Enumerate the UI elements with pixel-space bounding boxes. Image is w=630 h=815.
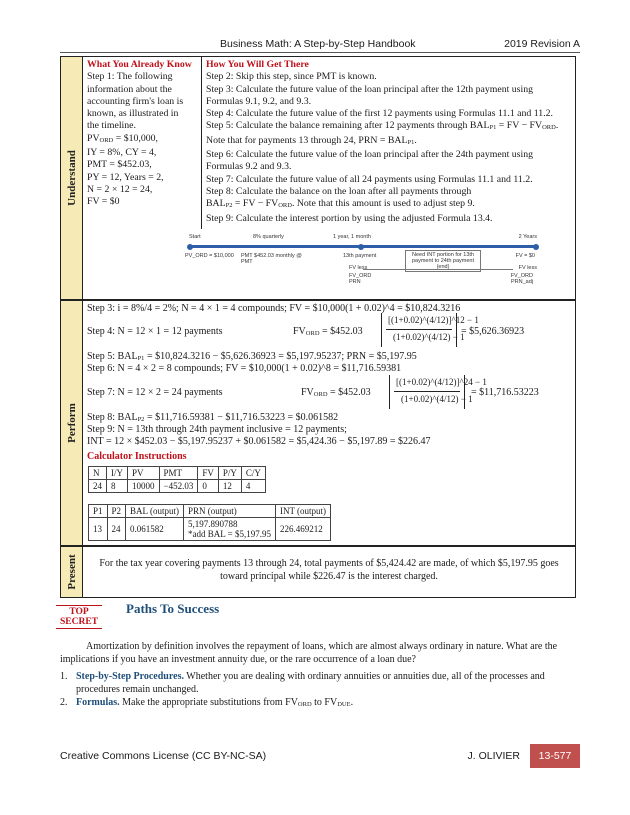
timeline xyxy=(183,231,543,297)
table-header-cell: I/Y xyxy=(107,467,128,480)
table-cell: 24 xyxy=(107,518,126,541)
timeline-fv0: FV = $0 xyxy=(515,253,535,259)
timeline-prn1: PRN xyxy=(349,279,361,285)
step8-line: Step 8: $BAL_{P2}$ = $11,716.59381 − $11,716.53223 = $0.061582 xyxy=(87,412,339,423)
paths-title: Paths To Success xyxy=(126,601,220,616)
plan-column xyxy=(206,59,570,225)
page-header xyxy=(60,38,580,52)
text-line: $BAL_{P2}$ = FV − $FV_{ORD}$. Note that this amount is used to adjust step 9. xyxy=(206,198,475,210)
timeline-compounding: 8% quarterly xyxy=(253,234,284,240)
table-cell: 24 xyxy=(89,480,107,493)
table-header-cell: FV xyxy=(198,467,219,480)
table-header-cell: C/Y xyxy=(241,467,265,480)
step4-line: Step 4: N = 12 × 1 = 12 payments xyxy=(87,326,223,337)
revision-label: 2019 Revision A xyxy=(504,38,580,50)
step4-result: = $5,626.36923 xyxy=(461,326,525,337)
text-line: Step 8: Calculate the balance on the loan after all payments through xyxy=(206,185,472,197)
step4-numerator: [(1+0.02)^(4/12)]^12 − 1 xyxy=(388,315,479,325)
table-header-cell: BAL (output) xyxy=(126,505,184,518)
text-line: Step 7: Calculate the future value of all 24 payments using Formulas 11.1 and 11.2. xyxy=(206,173,533,185)
text-line: Step 1: The following xyxy=(87,71,173,83)
table-header-cell: PMT xyxy=(159,467,198,480)
known-heading: What You Already Know xyxy=(87,59,192,70)
perform-side-label: Perform xyxy=(61,301,83,545)
present-section xyxy=(60,546,576,598)
text-line: N = 2 × 12 = 24, xyxy=(87,183,153,195)
table-cell: 226.469212 xyxy=(275,518,330,541)
text-line: Step 2: Skip this step, since PMT is known. xyxy=(206,71,377,83)
table-cell: 4 xyxy=(241,480,265,493)
table-header-cell: P1 xyxy=(89,505,108,518)
text-line: Formulas 9.1, 9.2, and 9.3. xyxy=(206,95,312,107)
timeline-arrow xyxy=(363,269,513,270)
timeline-dot xyxy=(187,244,193,250)
license-text: Creative Commons License (CC BY-NC-SA) xyxy=(60,750,267,762)
timeline-fvord2: FV_ORD xyxy=(510,273,533,279)
present-line: For the tax year covering payments 13 through 24, total payments of $5,424.42 are made, of which $5,197.95 goes xyxy=(99,558,559,569)
text-line: Step 6: Calculate the future value of the loan principal after the 24th payment using xyxy=(206,149,534,161)
step5-line: Step 5: $BAL_{P1}$ = $10,824.3216 − $5,626.36923 = $5,197.95237; PRN = $5,197.95 xyxy=(87,351,417,362)
step4-denominator: (1+0.02)^(4/12) − 1 xyxy=(393,332,465,342)
text-line: Step 3: Calculate the future value of the loan principal after the 12th payment using xyxy=(206,83,534,95)
step3-line: Step 3: i = 8%/4 = 2%; N = 4 × 1 = 4 compounds; FV = $10,000(1 + 0.02)^4 = $10,824.3216 xyxy=(87,303,461,314)
calculator-title: Calculator Instructions xyxy=(87,451,187,462)
calculator-inputs-table xyxy=(88,466,266,493)
text-line: accounting firm's loan is xyxy=(87,95,184,107)
text-line: Formulas 9.2 and 9.3. xyxy=(206,161,292,173)
text-line: the timeline. xyxy=(87,120,136,132)
text-line: Step 5: Calculate the balance remaining after 12 payments through $BAL_{P1}$ = FV − $FV_{ORD}$. xyxy=(206,120,559,132)
timeline-fvless1: FV less xyxy=(349,265,368,271)
present-text xyxy=(87,557,571,583)
plan-heading: How You Will Get There xyxy=(206,59,309,70)
present-line: toward principal while $226.47 is the interest charged. xyxy=(220,571,438,582)
page-number: 13-577 xyxy=(530,744,580,768)
step6-line: Step 6: N = 4 × 2 = 8 compounds; FV = $10,000(1 + 0.02)^8 = $11,716.59381 xyxy=(87,363,402,374)
bal-note: *add BAL = $5,197.95 xyxy=(187,529,271,539)
text-line: FV = $0 xyxy=(87,196,120,208)
table-header-cell: PV xyxy=(128,467,160,480)
present-side-label: Present xyxy=(61,547,83,597)
top-secret-badge: TOP SECRET xyxy=(56,604,102,634)
calculator-outputs-table xyxy=(88,504,331,541)
perform-section xyxy=(60,300,576,546)
table-cell: 8 xyxy=(107,480,128,493)
timeline-fvless2: FV less xyxy=(518,265,537,271)
text-line: known, as illustrated in xyxy=(87,108,179,120)
table-header-cell: N xyxy=(89,467,107,480)
text-line: PMT = $452.03, xyxy=(87,159,152,171)
paths-paragraph: Amortization by definition involves the repayment of loans, which are almost always ordinary in nature. What are the implications if you have an investment annuity due, or the rare occurrence of a loan due? xyxy=(60,641,558,665)
author-name: J. OLIVIER xyxy=(467,750,520,762)
table-header-cell: P/Y xyxy=(218,467,241,480)
step7-line: Step 7: N = 12 × 2 = 24 payments xyxy=(87,387,223,398)
timeline-mid: 1 year, 1 month xyxy=(333,234,371,240)
header-rule xyxy=(60,52,580,53)
table-header-cell: PRN (output) xyxy=(183,505,275,518)
step7-formula: $FV_{ORD}$ = $452.03 xyxy=(301,387,371,398)
text-line: information about the xyxy=(87,83,172,95)
step9-int-line: INT = 12 × $452.03 − $5,197.95237 + $0.061582 = $5,424.36 − $5,197.89 = $226.47 xyxy=(87,436,431,447)
step9-line: Step 9: N = 13th through 24th payment inclusive = 12 payments; xyxy=(87,424,347,435)
step4-formula: $FV_{ORD}$ = $452.03 xyxy=(293,326,363,337)
understand-section xyxy=(60,56,576,300)
timeline-start: Start xyxy=(189,234,201,240)
column-divider xyxy=(201,57,202,229)
table-cell: 5,197.890788 *add BAL = $5,197.95 xyxy=(183,518,275,541)
text-line: $PV_{ORD}$ = $10,000, xyxy=(87,132,158,144)
timeline-dot xyxy=(358,244,364,250)
text-line: PY = 12, Years = 2, xyxy=(87,171,164,183)
text-line: Step 9: Calculate the interest portion by using the adjusted Formula 13.4. xyxy=(206,212,493,224)
table-header-cell: INT (output) xyxy=(275,505,330,518)
table-cell: 0 xyxy=(198,480,219,493)
table-cell: 12 xyxy=(218,480,241,493)
page-footer xyxy=(60,746,580,768)
known-column xyxy=(87,59,199,209)
step7-result: = $11,716.53223 xyxy=(471,387,539,398)
timeline-need-box: Need INT portion for 13th payment to 24th payment (end) xyxy=(405,250,481,272)
table-cell: 13 xyxy=(89,518,108,541)
timeline-pv: PV_ORD = $10,000 xyxy=(185,253,234,259)
timeline-pmt: PMT $452.03 monthly @ PMT xyxy=(241,253,302,265)
fraction-bar xyxy=(386,329,452,330)
text-line: Step 4: Calculate the future value of the first 12 payments using Formulas 11.1 and 11.2. xyxy=(206,108,553,120)
timeline-prn2: PRN_adj xyxy=(510,279,533,285)
text-line: Note that for payments 13 through 24, PRN = $BAL_{P1}$. xyxy=(206,134,417,146)
timeline-dot xyxy=(533,244,539,250)
timeline-fvord1: FV_ORD xyxy=(349,273,372,279)
table-header-cell: P2 xyxy=(107,505,126,518)
step7-numerator: [(1+0.02)^(4/12)]^24 − 1 xyxy=(396,377,487,387)
understand-side-label: Understand xyxy=(61,57,83,299)
text-line: IY = 8%, CY = 4, xyxy=(87,147,157,159)
fraction-bar xyxy=(394,391,460,392)
step7-denominator: (1+0.02)^(4/12) − 1 xyxy=(401,394,473,404)
table-cell: −452.03 xyxy=(159,480,198,493)
table-cell: 10000 xyxy=(128,480,160,493)
timeline-13th: 13th payment xyxy=(343,253,377,259)
book-title: Business Math: A Step-by-Step Handbook xyxy=(220,38,416,50)
timeline-end: 2 Years xyxy=(518,234,537,240)
table-cell: 0.061582 xyxy=(126,518,184,541)
